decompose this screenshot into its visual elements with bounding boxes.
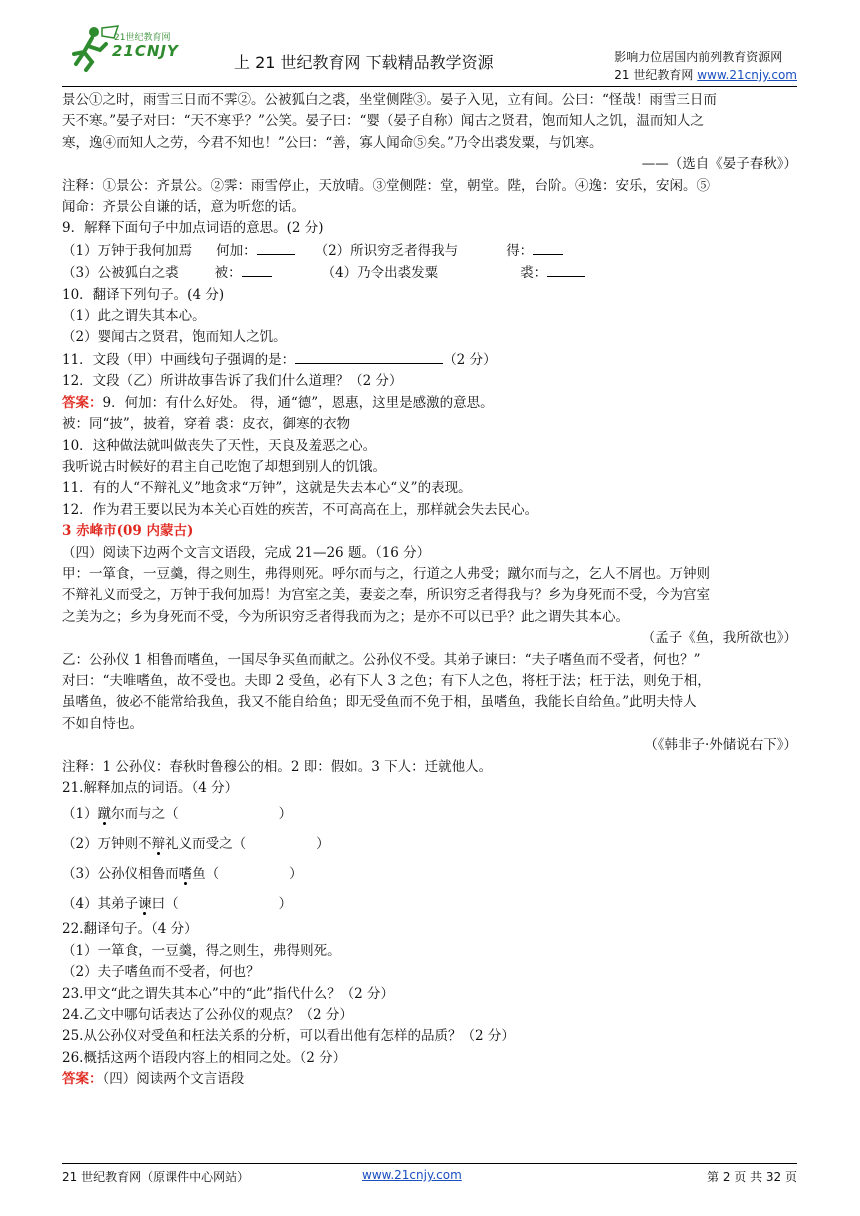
answer-row (62, 1069, 797, 1090)
subquestion-text: （2）万钟则不 (62, 836, 152, 853)
answer-blank[interactable] (295, 349, 443, 364)
text-line: 乙：公孙仪 1 相鲁而嗜鱼，一国尽争买鱼而献之。公孙仪不受。其弟子谏曰：“夫子嗜鱼而不受者，何也？” (62, 651, 701, 668)
answer-label: 答案： (62, 1071, 103, 1088)
text-line: 11．有的人“不辩礼义”地贪求“万钟”，这就是失去本心“义”的表现。 (62, 480, 472, 497)
logo-subtitle: 21世纪教育网 (114, 33, 171, 43)
subquestion-text: 鱼（ (192, 866, 220, 883)
question-heading: 22.翻译句子。（4 分） (62, 921, 198, 938)
text-line: 虽嗜鱼，彼必不能常给我鱼，我又不能自给鱼；即无受鱼而不免于相，虽嗜鱼，我能长自给鱼。”此明夫恃人 (62, 694, 697, 711)
answer-prompt: 裘： (520, 265, 548, 282)
text-line: 不辩礼义而受之，万钟于我何加焉！为宫室之美，妻妾之奉，所识穷乏者得我与？乡为身死而不受，今为宫室 (62, 587, 710, 604)
section-heading: 3 赤峰市(09 内蒙古) (62, 523, 194, 540)
text-line: 12．作为君王要以民为本关心百姓的疾苦，不可高高在上，那样就会失去民心。 (62, 501, 539, 518)
document-body (62, 90, 797, 1091)
text-line: 10．这种做法就叫做丧失了天性，天良及羞恶之心。 (62, 437, 377, 454)
page-footer (62, 1168, 797, 1185)
question-heading: 10．翻译下列句子。(4 分) (62, 286, 225, 303)
dotted-word: 嗜 (178, 866, 193, 883)
page-header (62, 14, 797, 84)
dotted-word: 蹴 (97, 806, 112, 823)
paren-close: ） (278, 896, 293, 913)
header-slogan: 上 21 世纪教育网 下载精品教学资源 (234, 53, 494, 72)
text-line: 寒，逸④而知人之劳，今君不知也！”公曰：“善，寡人闻命⑤矣。”乃令出裘发粟，与饥寒。 (62, 134, 603, 151)
text-line: （四）阅读下边两个文言文语段，完成 21—26 题。（16 分） (62, 544, 431, 561)
answer-row (62, 393, 797, 414)
footer-site: 21 世纪教育网（原课件中心网站） (62, 1170, 250, 1184)
paren-close: ） (289, 866, 303, 883)
question-heading: 12．文段（乙）所讲故事告诉了我们什么道理？（2 分） (62, 373, 403, 390)
question-row (62, 799, 797, 829)
subquestion-text: （4）其弟子 (62, 896, 139, 913)
answer-text: 9．何加：有什么好处。 得，通“德”，恩惠，这里是感激的意思。 (102, 394, 494, 411)
question-heading: 24.乙文中哪句话表达了公孙仪的观点？（2 分） (62, 1007, 353, 1024)
text-line: 之美为之；乡为身死而不受，今为所识穷乏者得我而为之；是亦不可以已乎？此之谓失其本心。 (62, 608, 629, 625)
text-line: 我听说古时候好的君主自己吃饱了却想到别人的饥饿。 (62, 458, 386, 475)
text-line: 注释：1 公孙仪：春秋时鲁穆公的相。2 即：假如。3 下人：迁就他人。 (62, 758, 493, 775)
paren-close: ） (316, 836, 330, 853)
source-citation: ——（选自《晏子春秋》） (641, 156, 797, 173)
footer-divider (62, 1163, 797, 1164)
answer-prompt: 被： (214, 265, 242, 282)
dotted-word: 谏 (138, 896, 152, 913)
header-site-name: 21 世纪教育网 (614, 68, 698, 82)
question-heading: 23.甲文“此之谓失其本心”中的“此”指代什么？（2 分） (62, 985, 394, 1002)
subquestion-text: 尔而与之（ (111, 806, 179, 823)
question-row (62, 829, 797, 859)
question-heading: 9．解释下面句子中加点词语的意思。(2 分) (62, 220, 324, 237)
question-heading: 26.概括这两个语段内容上的相同之处。（2 分） (62, 1049, 347, 1066)
text-line: 景公①之时，雨雪三日而不霁②。公被狐白之裘，坐堂侧陛③。晏子入见，立有间。公曰：“怪哉！雨雪三日而 (62, 92, 717, 108)
text-line: 闻命：齐景公自谦的话，意为听您的话。 (62, 199, 305, 216)
question-row (62, 349, 797, 371)
question-text: 11．文段（甲）中画线句子强调的是： (62, 351, 296, 368)
answer-label: 答案： (62, 394, 103, 411)
answer-prompt: 得： (506, 242, 534, 259)
text-line: （2）夫子嗜鱼而不受者，何也？ (62, 964, 260, 981)
answer-blank[interactable] (257, 240, 295, 255)
source-citation: （孟子《鱼，我所欲也》） (641, 630, 797, 647)
subquestion: （2）所识穷乏者得我与 (314, 242, 459, 259)
subquestion-text: 礼义而受之（ (165, 836, 247, 853)
text-line: 甲：一箪食，一豆羹，得之则生，弗得则死。呼尔而与之，行道之人弗受；蹴尔而与之，乞人不屑也。万钟则 (62, 565, 710, 582)
answer-prompt: 何加： (216, 242, 257, 259)
dotted-word: 辩 (151, 836, 166, 853)
header-site-link[interactable]: www.21cnjy.com (697, 68, 797, 82)
question-heading: 21.解释加点的词语。（4 分） (62, 780, 239, 796)
text-line: （1）此之谓失其本心。 (62, 308, 206, 325)
text-line: （2）婴闻古之贤君，饱而知人之饥。 (62, 329, 287, 346)
score-label: （2 分） (443, 351, 497, 368)
answer-blank[interactable] (242, 262, 272, 277)
question-row (62, 240, 797, 262)
answer-text: （四）阅读两个文言语段 (102, 1071, 245, 1088)
question-heading: 25.从公孙仪对受鱼和枉法关系的分析，可以看出他有怎样的品质？（2 分） (62, 1028, 515, 1045)
text-line: 对曰：“夫唯嗜鱼，故不受也。夫即 2 受鱼，必有下人 3 之色；有下人之色，将枉于法；枉于法，则免于相， (62, 672, 711, 689)
subquestion-text: 曰（ (151, 896, 179, 913)
answer-blank[interactable] (547, 262, 585, 277)
paren-close: ） (278, 806, 293, 823)
answer-blank[interactable] (533, 240, 563, 255)
question-row (62, 859, 797, 889)
logo-wordmark: 21CNJY (112, 42, 179, 60)
question-row (62, 262, 797, 284)
header-site-line (614, 66, 797, 84)
source-citation: （《韩非子·外储说右下》） (644, 737, 797, 754)
text-line: 注释：①景公：齐景公。②霁：雨雪停止，天放晴。③堂侧陛：堂，朝堂。陛，台阶。④逸：安乐，安闲。⑤ (62, 177, 710, 194)
text-line: 天不寒。”晏子对曰：“天不寒乎？”公笑。晏子曰：“婴（晏子自称）闻古之贤君，饱而知人之饥，温而知人之 (62, 113, 704, 130)
subquestion: （1）万钟于我何加焉 (62, 242, 193, 259)
subquestion-text: （3）公孙仪相鲁而 (62, 866, 179, 883)
subquestion-number: （1） (62, 806, 98, 823)
header-tagline: 影响力位居国内前列教育资源网 (614, 50, 783, 64)
page-number: 第 2 页 共 32 页 (707, 1170, 797, 1184)
footer-link[interactable]: www.21cnjy.com (362, 1168, 462, 1182)
question-row (62, 889, 797, 919)
subquestion: （3）公被狐白之裘 (62, 265, 179, 282)
header-right-info (614, 48, 797, 84)
site-logo (62, 20, 202, 80)
text-line: （1）一箪食，一豆羹，得之则生，弗得则死。 (62, 942, 341, 959)
header-divider (62, 86, 797, 87)
text-line: 不如自恃也。 (62, 715, 143, 732)
text-line: 被：同“披”，披着，穿着 裘：皮衣，御寒的衣物 (62, 416, 351, 433)
subquestion: （4）乃令出裘发粟 (321, 265, 439, 282)
